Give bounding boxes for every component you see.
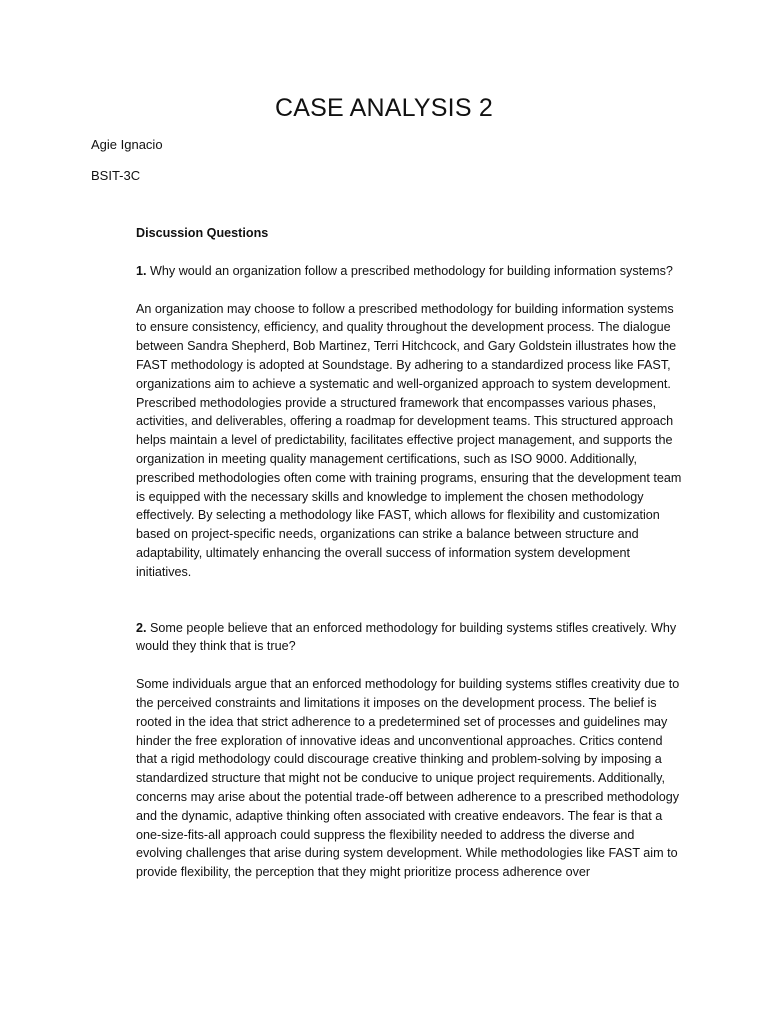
section-code: BSIT-3C	[91, 168, 141, 183]
author-name: Agie Ignacio	[91, 137, 163, 152]
document-body	[136, 224, 684, 882]
answer-2: Some individuals argue that an enforced methodology for building systems stifles creativity due to the perceived constraints and limitations it imposes on the development process. The belief is rooted in the idea that strict adherence to a predetermined set of processes and guidelines may hinder the free exploration of innovative ideas and unconventional approaches. Critics contend that a rigid methodology could discourage creative thinking and problem-solving by imposing a standardized structure that might not be conducive to unique project requirements. Additionally, concerns may arise about the potential trade-off between adherence to a prescribed methodology and the dynamic, adaptive thinking often associated with creative endeavors. The fear is that a one-size-fits-all approach could suppress the flexibility needed to address the diverse and evolving challenges that arise during system development. While methodologies like FAST aim to provide flexibility, the perception that they might prioritize process adherence over	[136, 677, 680, 880]
question-1-text: Why would an organization follow a prescribed methodology for building information systems?	[150, 263, 673, 278]
question-2	[136, 619, 684, 657]
document-title: CASE ANALYSIS 2	[275, 94, 493, 122]
answer-1: An organization may choose to follow a prescribed methodology for building information systems to ensure consistency, efficiency, and quality throughout the development process. The dialogue between Sandra Shepherd, Bob Martinez, Terri Hitchcock, and Gary Goldstein illustrates how the FAST methodology is adopted at Soundstage. By adhering to a standardized process like FAST, organizations aim to achieve a systematic and well-organized approach to system development. Prescribed methodologies provide a structured framework that encompasses various phases, activities, and deliverables, offering a roadmap for development teams. This structured approach helps maintain a level of predictability, facilitates effective project management, and supports the organization in meeting quality management certifications, such as ISO 9000. Additionally, prescribed methodologies often come with training programs, ensuring that the development team is equipped with the necessary skills and knowledge to implement the chosen methodology effectively. By selecting a methodology like FAST, which allows for flexibility and customization based on project-specific needs, organizations can strike a balance between structure and adaptability, ultimately enhancing the overall success of information system development initiatives.	[136, 301, 682, 579]
question-1-number: 1.	[136, 263, 147, 278]
question-2-text: Some people believe that an enforced methodology for building systems stifles creatively. Why would they think that is true?	[136, 620, 677, 654]
question-1	[136, 262, 684, 281]
question-2-number: 2.	[136, 620, 147, 635]
section-heading: Discussion Questions	[136, 226, 269, 240]
